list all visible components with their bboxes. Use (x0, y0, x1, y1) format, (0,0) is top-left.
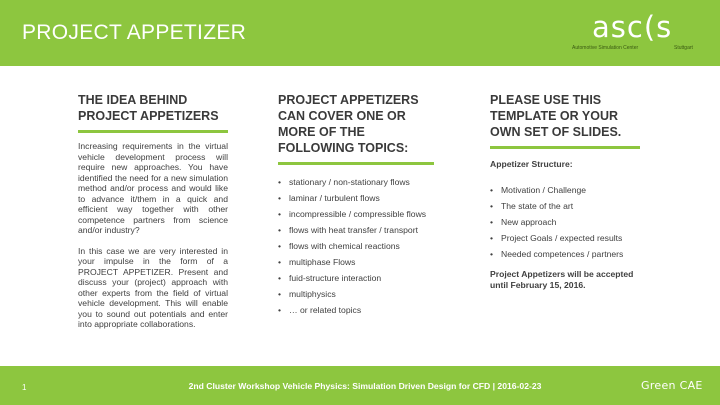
idea-paragraph-2: In this case we are very interested in your impulse in the form of a PROJECT APPETIZER. Present and discuss your (project) approach with other experts from the field of virtual vehicle development. This will enable you to sound out potentials and enter into appropriate collaborations. (78, 245, 228, 329)
idea-paragraph-1: Increasing requirements in the virtual vehicle development process will require new approaches. You have identified the need for a new simulation method and/or process and would like to advance it/them in a quick and efficient way together with other competence partners from science and/or industry? (78, 141, 228, 235)
list-item: • The state of the art (490, 201, 640, 211)
heading-divider (490, 146, 640, 149)
column-template (490, 92, 640, 291)
logo-subtitle: Automotive Simulation Center (572, 45, 639, 51)
structure-label: Appetizer Structure: (490, 159, 573, 169)
list-item: • flows with chemical reactions (278, 241, 434, 251)
list-item: • laminar / turbulent flows (278, 193, 434, 203)
list-item: • Project Goals / expected results (490, 233, 640, 243)
list-item: • multiphase Flows (278, 257, 434, 267)
list-item: • … or related topics (278, 305, 434, 315)
header-bar (0, 0, 720, 66)
list-item: • Motivation / Challenge (490, 185, 640, 195)
list-item: • Needed competences / partners (490, 249, 640, 259)
green-cae-logo: Green CAE (641, 379, 703, 392)
acceptance-note: Project Appetizers will be accepted until February 15, 2016. (490, 269, 634, 290)
heading-divider (78, 130, 228, 133)
topics-list (278, 177, 434, 315)
list-item: • multiphysics (278, 289, 434, 299)
page-title: PROJECT APPETIZER (22, 21, 247, 44)
list-item: • fuid-structure interaction (278, 273, 434, 283)
list-item: • New approach (490, 217, 640, 227)
list-item: • flows with heat transfer / transport (278, 225, 434, 235)
column-template-heading: PLEASE USE THIS TEMPLATE OR YOUR OWN SET OF SLIDES. (490, 93, 622, 139)
structure-list (490, 185, 640, 259)
ascs-logo (572, 10, 702, 56)
logo-subtitle-city: Stuttgart (674, 45, 693, 51)
column-idea (78, 92, 228, 330)
page-number: 1 (22, 383, 27, 392)
column-idea-heading: THE IDEA BEHIND PROJECT APPETIZERS (78, 93, 219, 123)
list-item: • stationary / non-stationary flows (278, 177, 434, 187)
event-text: 2nd Cluster Workshop Vehicle Physics: Simulation Driven Design for CFD | 2016-02-23 (188, 381, 542, 391)
column-topics-heading: PROJECT APPETIZERS CAN COVER ONE OR MORE OF THE FOLLOWING TOPICS: (278, 93, 419, 155)
column-topics (278, 92, 434, 321)
footer-bar (0, 366, 720, 405)
logo-mark: asc(s (592, 10, 673, 44)
list-item: • incompressible / compressible flows (278, 209, 434, 219)
heading-divider (278, 162, 434, 165)
